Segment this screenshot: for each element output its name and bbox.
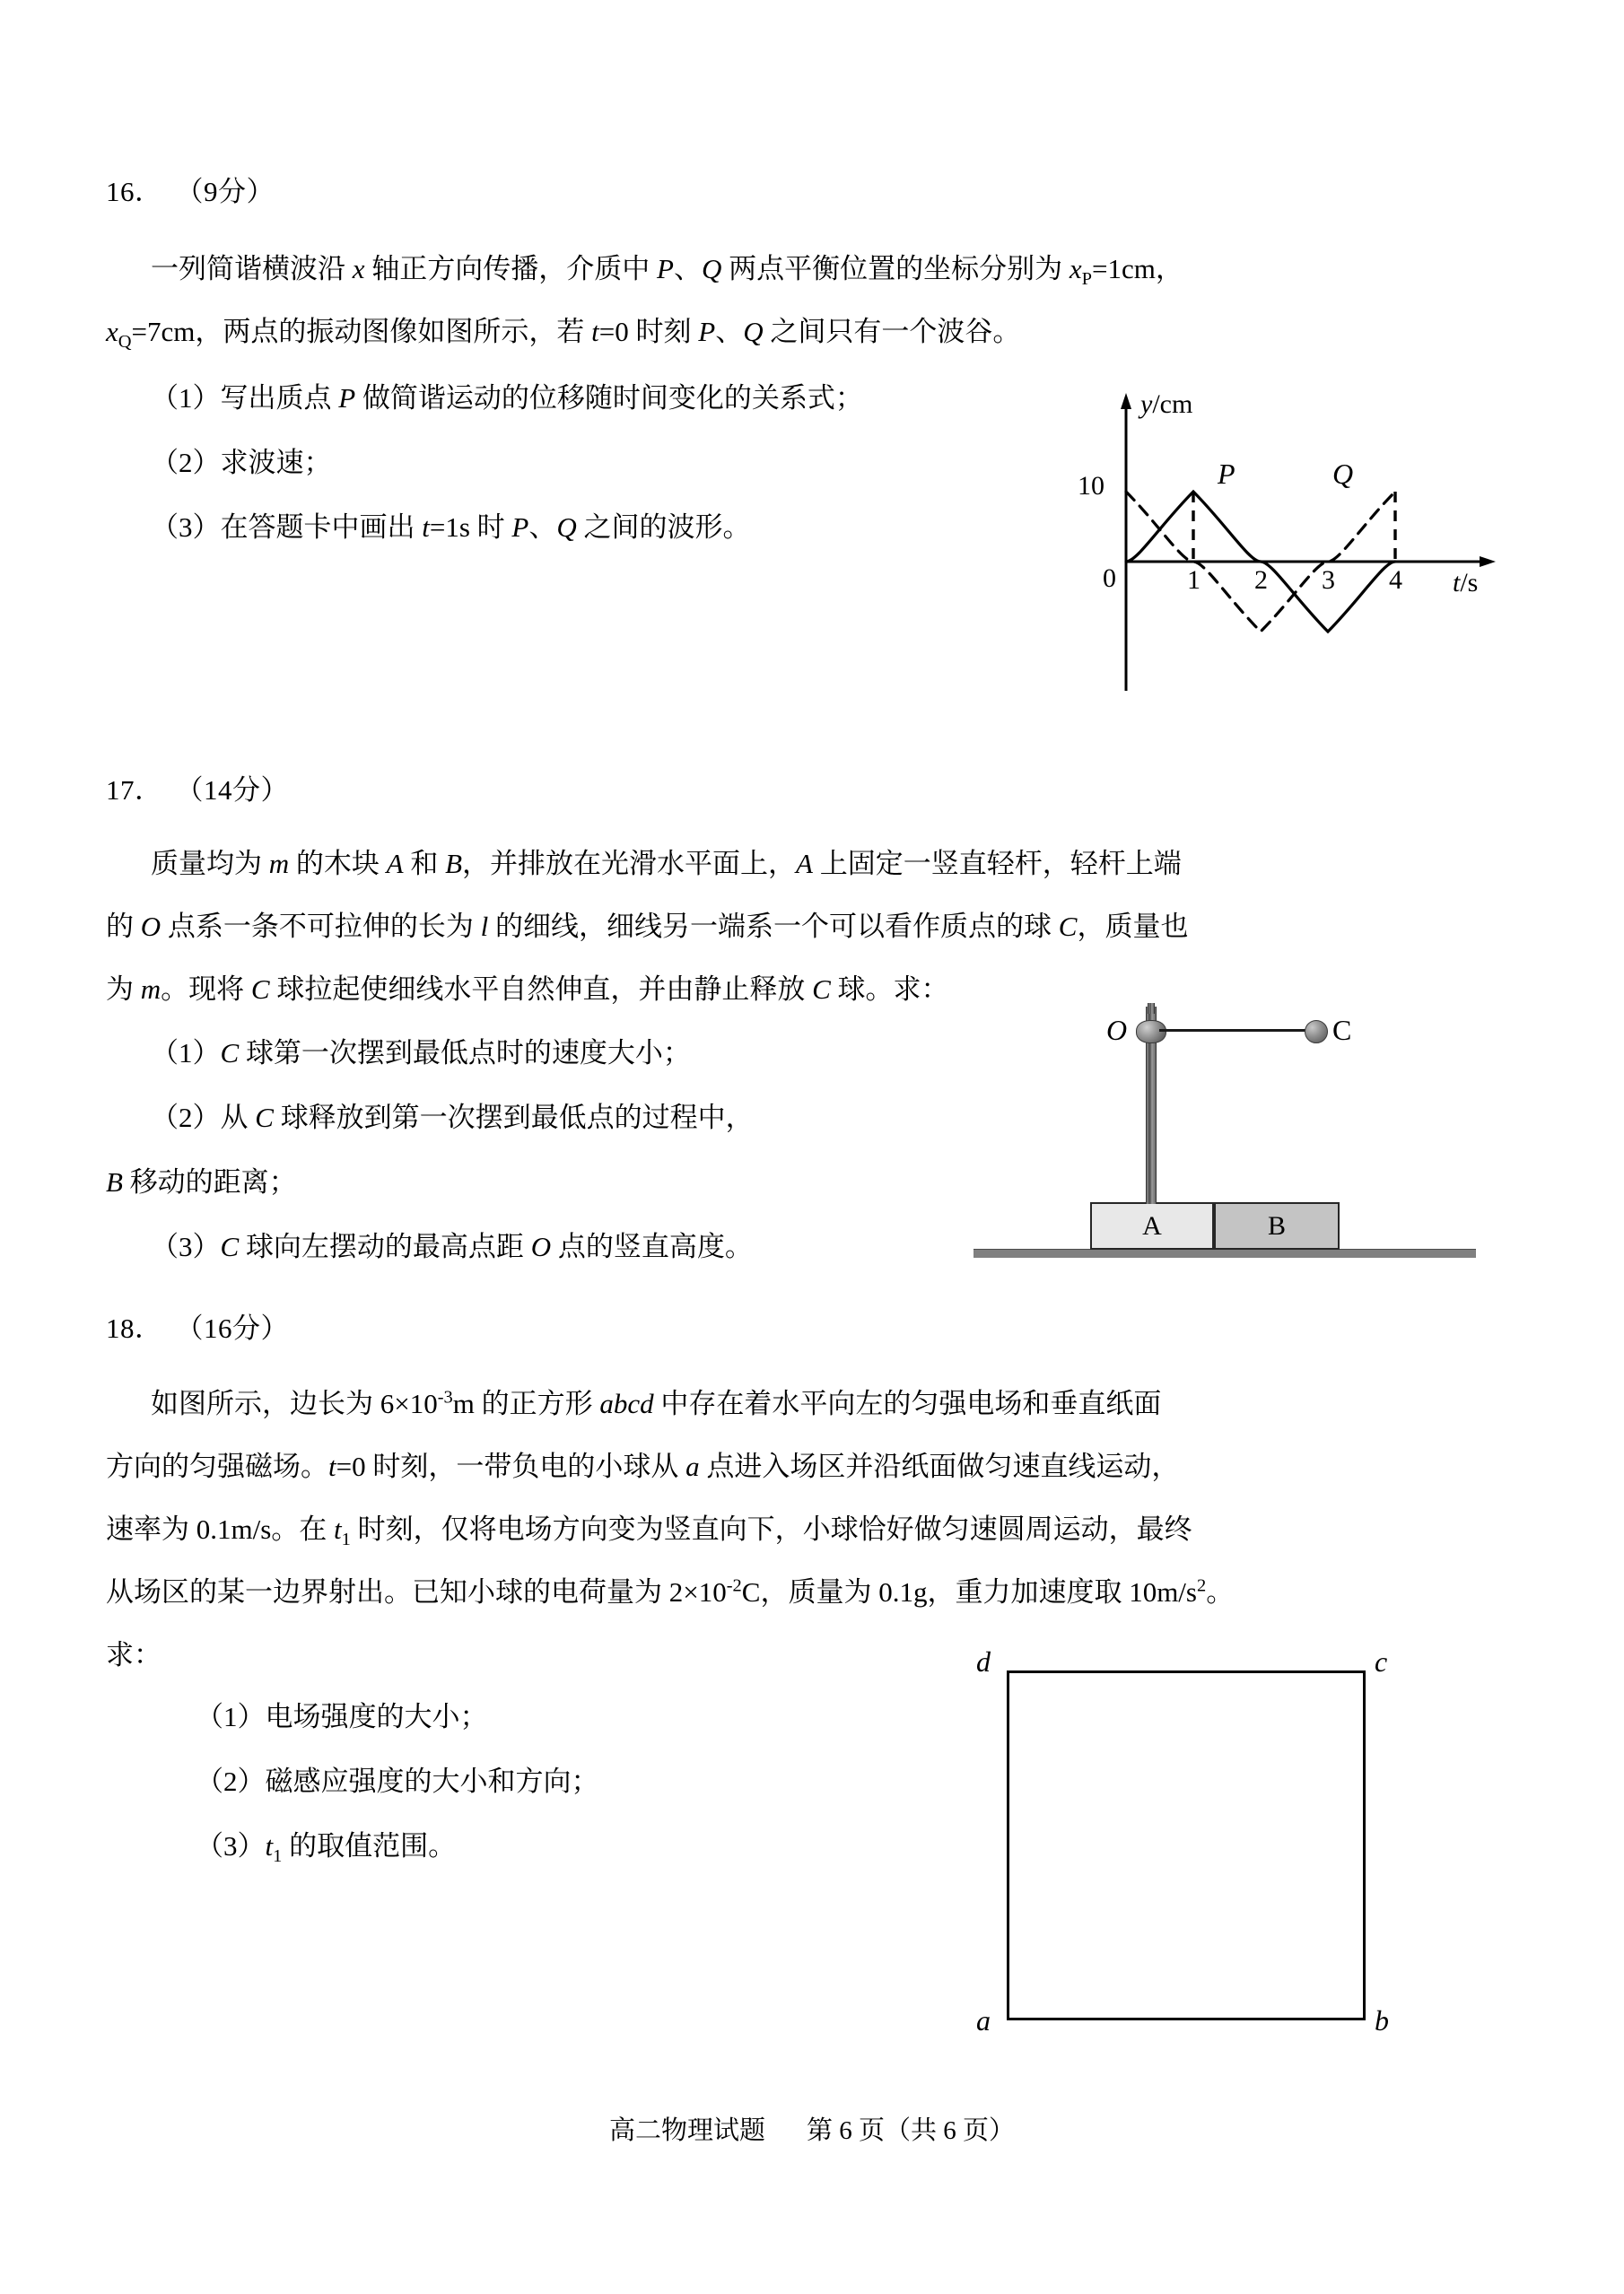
ball-C-label: C [1332, 1014, 1352, 1046]
annotation-Q: Q [1332, 458, 1354, 490]
question-17-sub-1: （1）C 球第一次摆到最低点时的速度大小； [151, 1037, 691, 1068]
vertex-b-label: b [1375, 2004, 1389, 2037]
pendulum-blocks-figure [974, 987, 1476, 1265]
question-16-sub-1: （1）写出质点 P 做简谐运动的位移随时间变化的关系式； [151, 382, 863, 414]
wave-graph-figure [1072, 386, 1512, 709]
vertex-d-label: d [976, 1645, 991, 1678]
x-tick-label-3: 3 [1322, 565, 1335, 595]
question-17-body-line-1: 质量均为 m 的木块 A 和 B，并排放在光滑水平面上，A 上固定一竖直轻杆，轻杆上端 [151, 848, 1182, 879]
x-tick-label-1: 1 [1187, 565, 1201, 595]
block-B [1214, 1202, 1340, 1250]
question-18-sub-2: （2）磁感应强度的大小和方向； [196, 1766, 599, 1797]
question-17-sub-2: （2）从 C 球释放到第一次摆到最低点的过程中， [151, 1102, 754, 1133]
x-tick-label-4: 4 [1389, 565, 1402, 595]
question-18-body-line-4: 从场区的某一边界射出。已知小球的电荷量为 $2\times 10^{-2}C$，质量为 0.1g，重力加速度取 $10m/s^2$。 [106, 1575, 1235, 1608]
ground-surface [974, 1249, 1476, 1258]
question-16-body-line-1: 一列简谐横波沿 x 轴正方向传播，介质中 P、Q 两点平衡位置的坐标分别为 $x_P=1cm$， [151, 253, 1183, 290]
question-16-number: 16． [106, 176, 163, 207]
question-16-header [106, 169, 275, 209]
ball-C [1305, 1020, 1328, 1043]
square-field-region-figure [942, 1633, 1409, 2037]
y-axis-label: y/cm [1140, 389, 1193, 419]
y-axis-arrow [1121, 393, 1131, 409]
question-17-body-line-2: 的 O 点系一条不可拉伸的长为 l 的细线，细线另一端系一个可以看作质点的球 C，质量也 [106, 911, 1189, 942]
question-18-body-line-3: 速率为 0.1m/s。在 $t_1$ 时刻，仅将电场方向变为竖直向下，小球恰好做匀速圆周运动，最终 [106, 1513, 1192, 1550]
point-O-label: O [1106, 1014, 1128, 1046]
x-axis-arrow [1480, 556, 1496, 567]
question-18-header [106, 1305, 289, 1346]
question-18-number: 18． [106, 1313, 163, 1344]
question-18-body-line-2: 方向的匀强磁场。t=0 时刻，一带负电的小球从 a 点进入场区并沿纸面做匀速直线运动， [106, 1451, 1180, 1482]
string-OC [1159, 1029, 1312, 1032]
question-16-score: （9分） [175, 176, 275, 207]
block-A [1090, 1202, 1214, 1250]
vertex-c-label: c [1375, 1645, 1388, 1678]
wave-graph-svg [1072, 386, 1512, 709]
pivot-hub [1136, 1020, 1166, 1043]
block-A-label: A [1142, 1210, 1162, 1241]
question-17-score: （14分） [175, 774, 289, 806]
footer-subject: 高二物理试题 [608, 2116, 765, 2145]
question-17-sub-3: （3）C 球向左摆动的最高点距 O 点的竖直高度。 [151, 1231, 753, 1262]
question-18-body-line-5: 求： [106, 1639, 162, 1670]
annotation-P: P [1218, 458, 1235, 490]
x-axis-label: t/s [1453, 568, 1479, 597]
origin-label: 0 [1103, 563, 1116, 593]
square-abcd [1007, 1670, 1366, 2020]
page-footer [0, 2110, 1624, 2147]
question-17-number: 17． [106, 774, 163, 806]
question-17-sub-2-cont: B 移动的距离； [106, 1166, 297, 1198]
question-16-body-line-2: $x_Q=7cm$，两点的振动图像如图所示，若 t=0 时刻 P、Q 之间只有一个波谷。 [106, 316, 1021, 353]
question-16-sub-3: （3）在答题卡中画出 t=1s 时 P、Q 之间的波形。 [151, 511, 751, 543]
question-17-header [106, 767, 289, 807]
question-18-body-line-1: 如图所示，边长为 $6\times 10^{-3}m$ 的正方形 abcd 中存在着水平向左的匀强电场和垂直纸面 [151, 1387, 1162, 1419]
rod-top-cap [1148, 1003, 1155, 1014]
question-18-sub-3: $(3)t_1$ 的取值范围。 [196, 1830, 457, 1867]
question-18-score: （16分） [175, 1313, 289, 1344]
block-B-label: B [1267, 1210, 1286, 1241]
footer-page-info: 第 6 页（共 6 页） [807, 2116, 1016, 2145]
question-17-body-line-3: 为 m。现将 C 球拉起使细线水平自然伸直，并由静止释放 C 球。求： [106, 973, 949, 1005]
vertex-a-label: a [976, 2004, 991, 2037]
x-tick-label-2: 2 [1254, 565, 1268, 595]
y-tick-label-10: 10 [1078, 471, 1104, 501]
question-16-sub-2: （2）求波速； [151, 447, 332, 478]
question-18-sub-1: （1）电场强度的大小； [196, 1701, 488, 1732]
